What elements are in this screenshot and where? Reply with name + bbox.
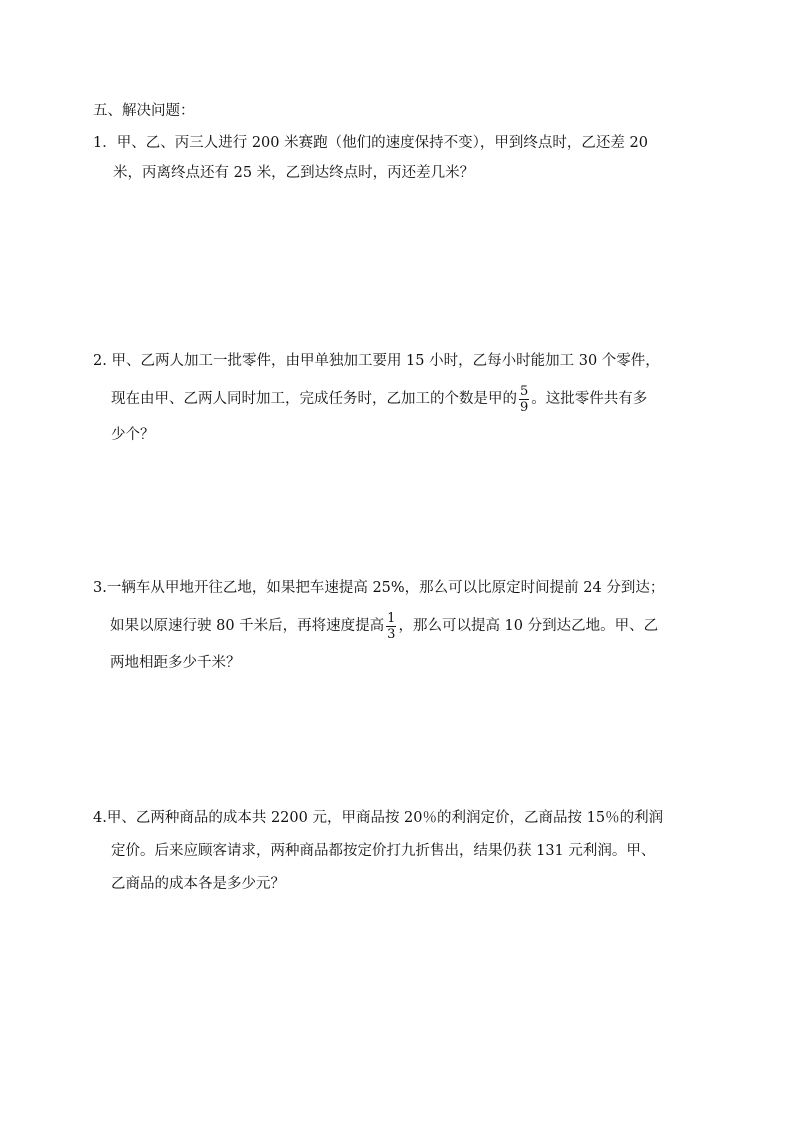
problem-3-line-2 bbox=[110, 608, 658, 644]
problem-2-line-2 bbox=[111, 381, 647, 417]
fraction-numerator: 5 bbox=[520, 383, 529, 399]
problem-2-line-2-text-before: 现在由甲、乙两人同时加工，完成任务时，乙加工的个数是甲的 bbox=[111, 391, 517, 407]
problem-3-line-2-text-before: 如果以原速行驶 80 千米后，再将速度提高 bbox=[110, 618, 385, 634]
problem-2-line-2-text-after: 。这批零件共有多 bbox=[531, 391, 648, 407]
problem-4-line-1: 4.甲、乙两种商品的成本共 2200 元，甲商品按 20％的利润定价，乙商品按 15％的利润 bbox=[93, 810, 664, 826]
problem-3-line-1: 3.一辆车从甲地开往乙地，如果把车速提高 25%，那么可以比原定时间提前 24 分到达； bbox=[93, 580, 665, 596]
fraction-5-9 bbox=[519, 384, 529, 415]
problem-2-line-1: 2. 甲、乙两人加工一批零件，由甲单独加工要用 15 小时，乙每小时能加工 30 个零件， bbox=[93, 353, 660, 369]
fraction-denominator: 9 bbox=[520, 399, 529, 415]
problem-4-line-2: 定价。后来应顾客请求，两种商品都按定价打九折售出，结果仍获 131 元利润。甲、 bbox=[111, 843, 656, 859]
problem-4-line-3: 乙商品的成本各是多少元？ bbox=[111, 876, 285, 892]
problem-1-line-2: 米，丙离终点还有 25 米，乙到达终点时，丙还差几米？ bbox=[113, 165, 475, 181]
fraction-numerator: 1 bbox=[387, 610, 396, 626]
problem-2-line-3: 少个？ bbox=[111, 427, 155, 443]
section-title: 五、解决问题： bbox=[93, 103, 195, 119]
problem-1-line-1: 1．甲、乙、丙三人进行 200 米赛跑（他们的速度保持不变），甲到终点时，乙还差 20 bbox=[93, 135, 648, 151]
fraction-1-3 bbox=[386, 611, 396, 642]
problem-3-line-3: 两地相距多少千米？ bbox=[110, 655, 241, 671]
problem-3-line-2-text-after: ，那么可以提高 10 分到达乙地。甲、乙 bbox=[398, 618, 659, 634]
fraction-denominator: 3 bbox=[387, 626, 396, 642]
